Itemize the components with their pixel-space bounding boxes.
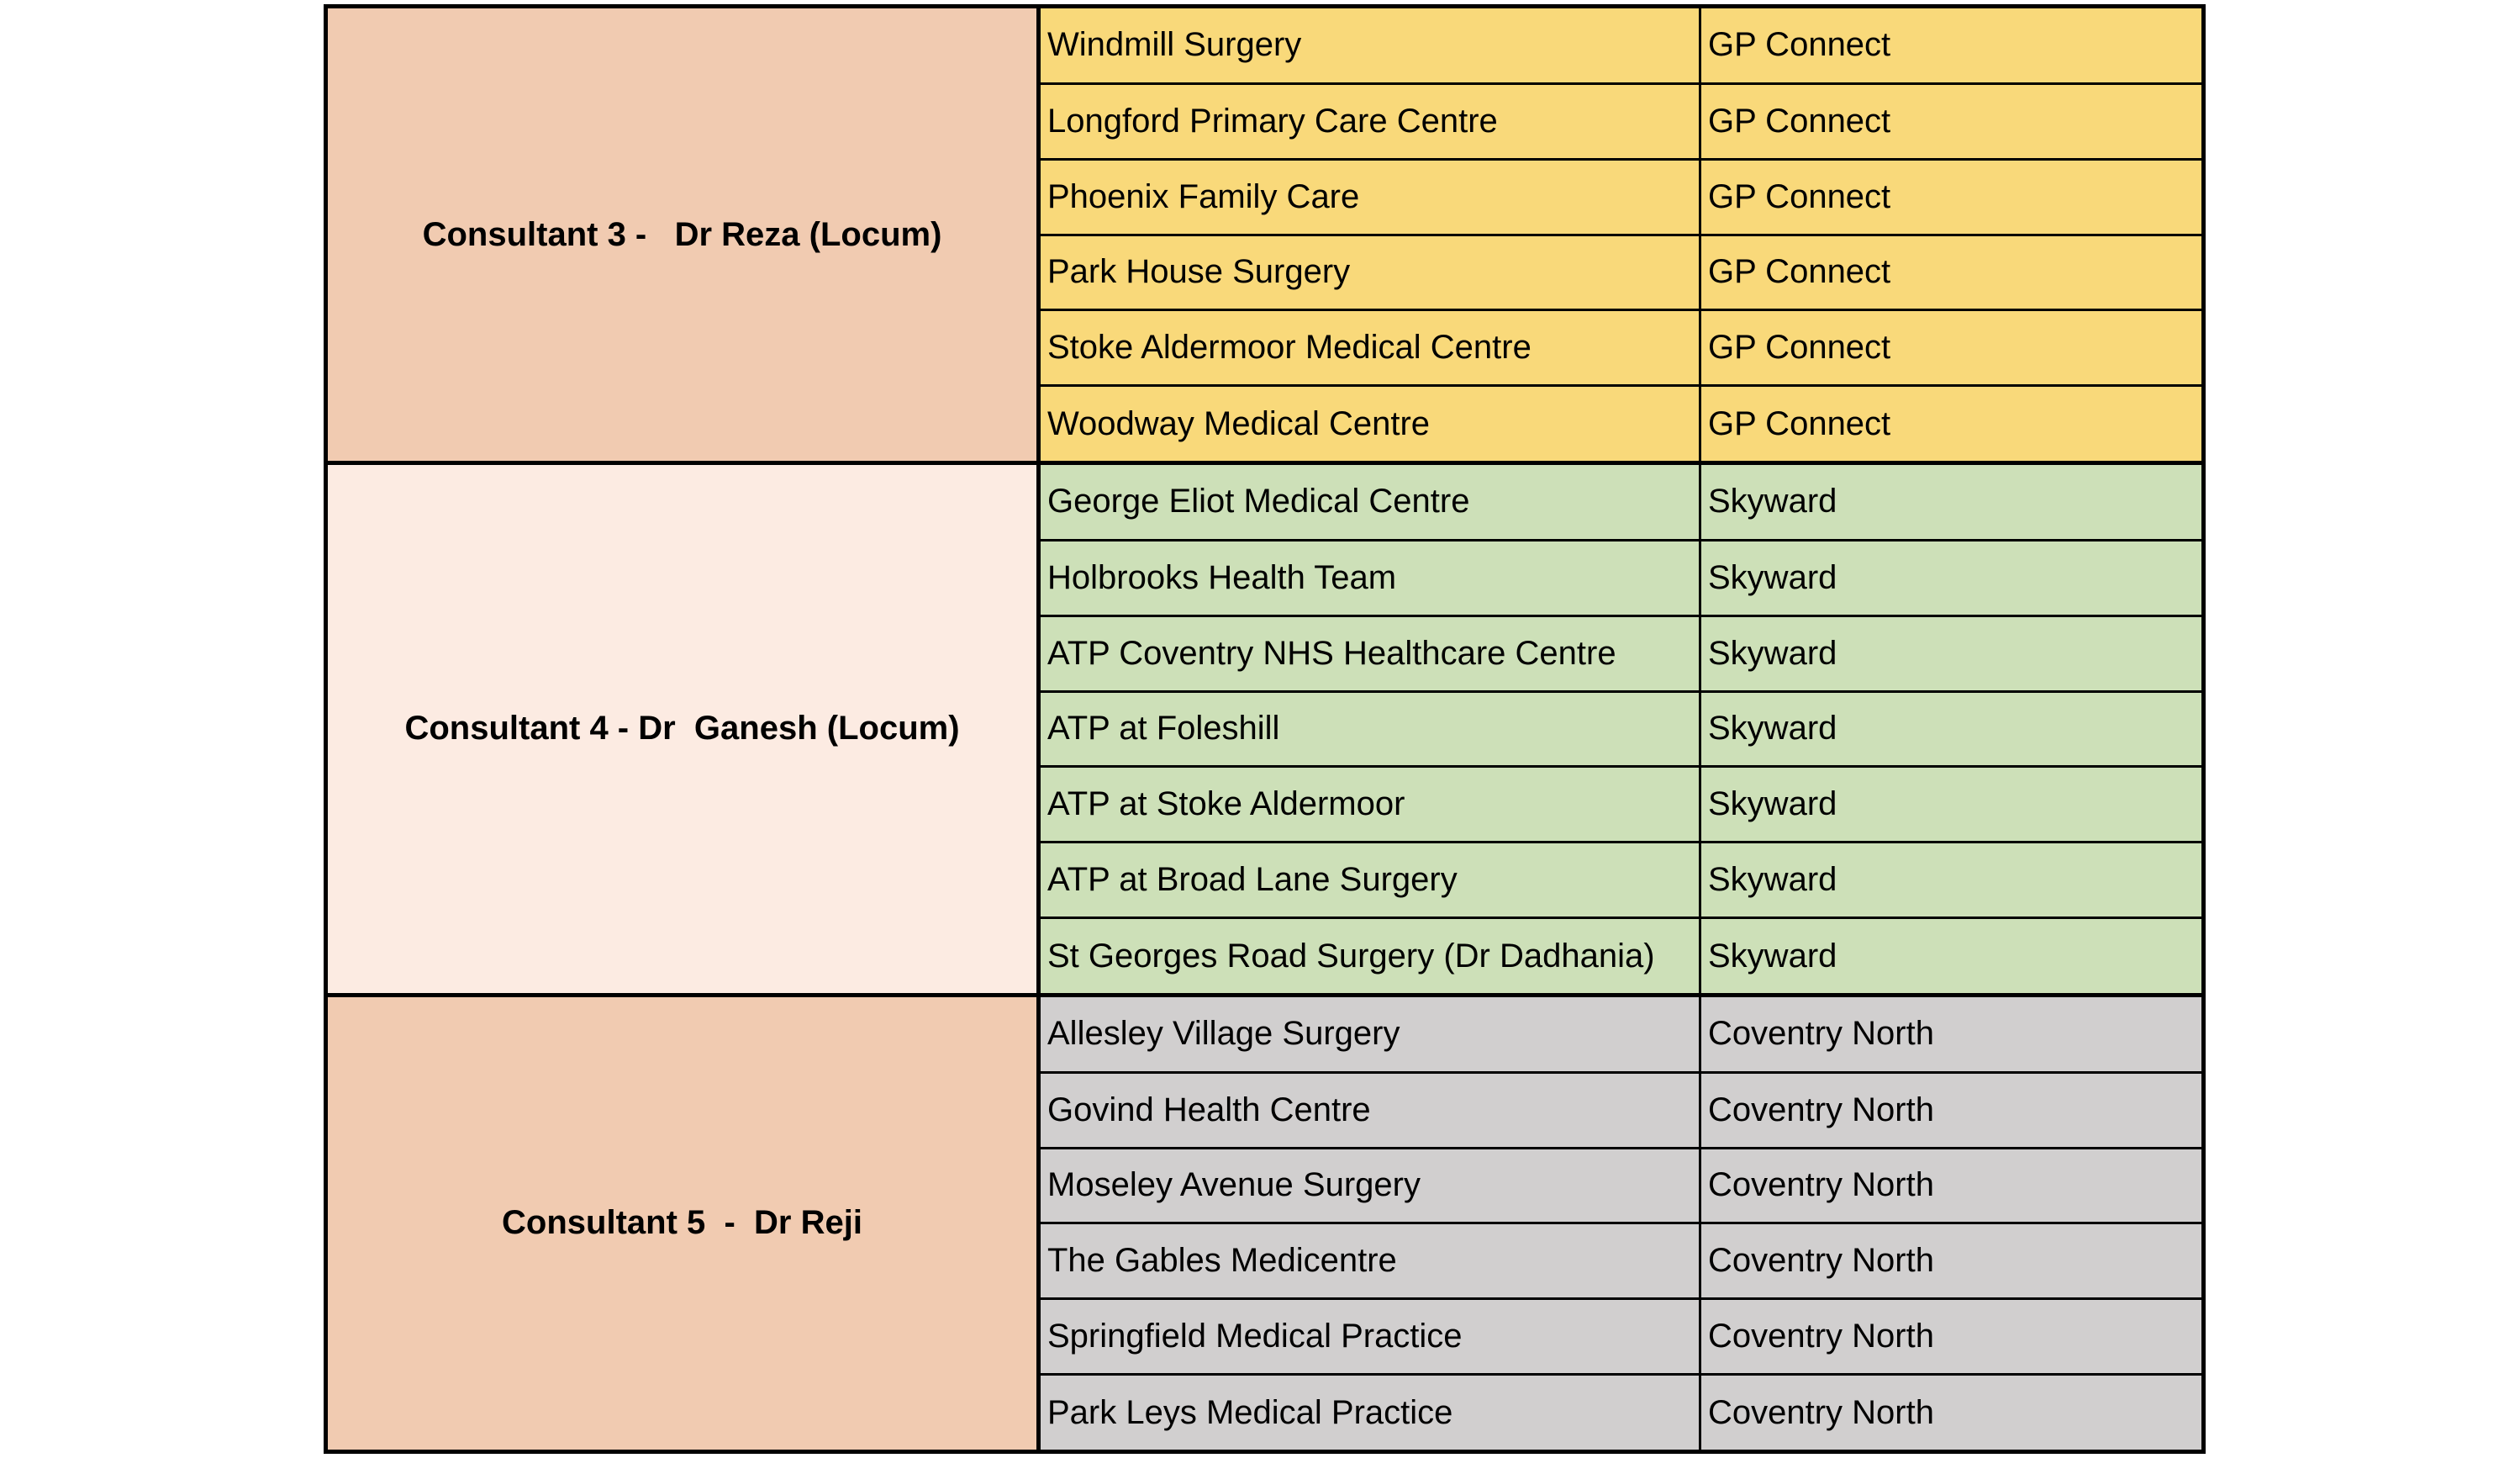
practice-name-cell: ATP at Stoke Aldermoor [1039,767,1700,843]
practice-name-cell: Phoenix Family Care [1039,159,1700,235]
area-cell: GP Connect [1700,310,2204,386]
practice-name-cell: ATP at Broad Lane Surgery [1039,843,1700,918]
practice-name-cell: Park Leys Medical Practice [1039,1375,1700,1452]
area-cell: GP Connect [1700,7,2204,84]
area-cell: GP Connect [1700,159,2204,235]
consultant-cell: Consultant 4 - Dr Ganesh (Locum) [326,463,1039,996]
practice-name-cell: Govind Health Centre [1039,1072,1700,1148]
practice-name-cell: St Georges Road Surgery (Dr Dadhania) [1039,918,1700,996]
area-cell: Coventry North [1700,1299,2204,1375]
practice-name-cell: Longford Primary Care Centre [1039,83,1700,159]
area-cell: Skyward [1700,691,2204,767]
area-cell: Skyward [1700,615,2204,691]
practice-name-cell: Springfield Medical Practice [1039,1299,1700,1375]
practice-name-cell: Windmill Surgery [1039,7,1700,84]
consultant-practice-table [324,4,2206,1454]
area-cell: GP Connect [1700,386,2204,463]
table-row [326,995,2204,1072]
area-cell: Coventry North [1700,1223,2204,1299]
consultant-cell: Consultant 3 - Dr Reza (Locum) [326,7,1039,463]
practice-name-cell: Stoke Aldermoor Medical Centre [1039,310,1700,386]
practice-name-cell: Holbrooks Health Team [1039,540,1700,615]
practice-name-cell: Park House Surgery [1039,235,1700,310]
area-cell: GP Connect [1700,83,2204,159]
area-cell: GP Connect [1700,235,2204,310]
area-cell: Skyward [1700,843,2204,918]
area-cell: Skyward [1700,463,2204,541]
practice-name-cell: Moseley Avenue Surgery [1039,1148,1700,1223]
table-body [326,7,2204,1452]
area-cell: Coventry North [1700,995,2204,1072]
practice-name-cell: Woodway Medical Centre [1039,386,1700,463]
consultant-cell: Consultant 5 - Dr Reji [326,995,1039,1451]
practice-name-cell: ATP at Foleshill [1039,691,1700,767]
table-row [326,7,2204,84]
area-cell: Skyward [1700,540,2204,615]
practice-name-cell: George Eliot Medical Centre [1039,463,1700,541]
practice-name-cell: The Gables Medicentre [1039,1223,1700,1299]
practice-name-cell: Allesley Village Surgery [1039,995,1700,1072]
area-cell: Coventry North [1700,1148,2204,1223]
area-cell: Skyward [1700,918,2204,996]
area-cell: Skyward [1700,767,2204,843]
practice-name-cell: ATP Coventry NHS Healthcare Centre [1039,615,1700,691]
area-cell: Coventry North [1700,1375,2204,1452]
area-cell: Coventry North [1700,1072,2204,1148]
table-row [326,463,2204,541]
